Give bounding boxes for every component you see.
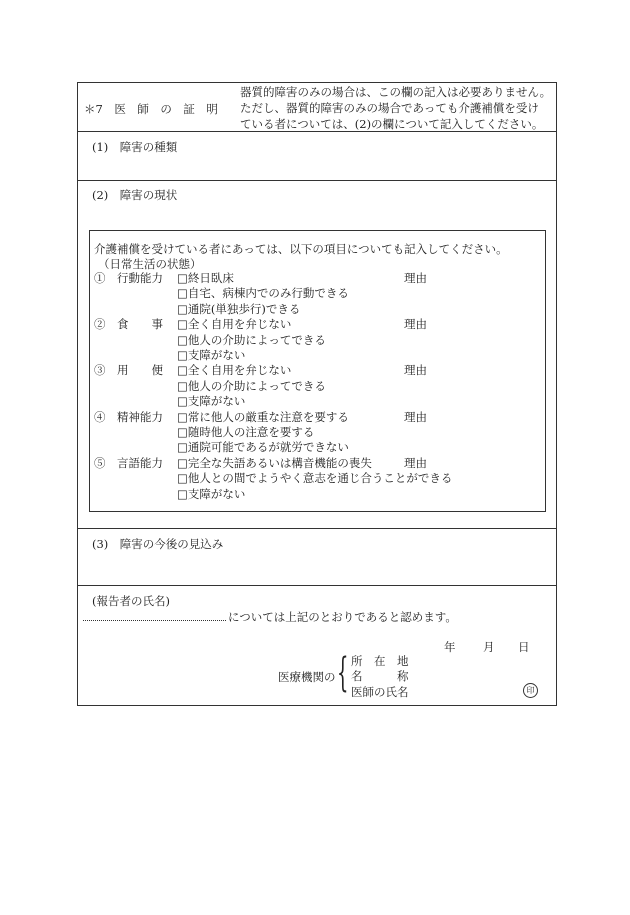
- section-2-title: (2) 障害の現状: [92, 188, 178, 202]
- divider: [78, 585, 556, 586]
- brace-glyph: {: [337, 650, 349, 696]
- item-label: ① 行動能力: [94, 271, 163, 285]
- certify-text: については上記のとおりであると認めます。: [228, 610, 457, 624]
- item-labels: [94, 271, 163, 502]
- checkbox-option[interactable]: □通院可能であるが就労できない: [177, 440, 349, 455]
- section-3-title: (3) 障害の今後の見込み: [92, 537, 224, 551]
- item-label: ② 食 事: [94, 317, 163, 332]
- checkbox-option[interactable]: □支障がない: [177, 394, 246, 409]
- checkbox-option[interactable]: □常に他人の厳重な注意を要する: [177, 409, 349, 424]
- doctor-certificate-form: [77, 82, 557, 706]
- checkbox-option[interactable]: □全く自用を弁じない: [177, 317, 292, 332]
- institution-prefix: 医療機関の: [278, 670, 336, 684]
- reason-label: 理由: [404, 317, 427, 332]
- date-day: 日: [518, 640, 530, 654]
- checkbox-option[interactable]: □通院(単独歩行)できる: [177, 301, 301, 316]
- checkbox-option[interactable]: □支障がない: [177, 486, 246, 501]
- header-note-line: ただし、器質的障害のみの場合であっても介護補償を受け: [240, 101, 539, 115]
- date-year: 年: [444, 640, 456, 654]
- section-label: ＊7 医 師 の 証 明: [84, 102, 218, 116]
- header-note-line: ている者については、(2)の欄について記入してください。: [240, 117, 544, 131]
- institution-fields: [351, 654, 409, 700]
- reason-label: 理由: [404, 363, 427, 378]
- header-note-line: 器質的障害のみの場合は、この欄の記入は必要ありません。: [240, 85, 552, 99]
- item-label: ③ 用 便: [94, 363, 163, 378]
- checkbox-option[interactable]: □随時他人の注意を要する: [177, 425, 315, 440]
- checkbox-option[interactable]: □終日臥床: [177, 271, 234, 285]
- divider: [78, 131, 556, 132]
- section-1-title: (1) 障害の種類: [92, 140, 178, 154]
- reason-label: 理由: [404, 409, 427, 424]
- checkbox-option[interactable]: □支障がない: [177, 348, 246, 363]
- header-note: [240, 84, 551, 132]
- checkbox-option[interactable]: □他人の介助によってできる: [177, 332, 326, 347]
- institution-name-label: 名 称: [351, 669, 409, 684]
- divider: [78, 180, 556, 181]
- checkbox-option[interactable]: □完全な失語あるいは構音機能の喪失: [177, 455, 372, 470]
- item-label: ⑤ 言語能力: [94, 455, 163, 470]
- reason-label: 理由: [404, 455, 427, 470]
- date-month: 月: [483, 640, 495, 654]
- checkbox-option[interactable]: □他人の介助によってできる: [177, 378, 326, 393]
- checkbox-option[interactable]: □自宅、病棟内でのみ行動できる: [177, 286, 349, 301]
- box-intro: 介護補償を受けている者にあっては、以下の項目についても記入してください。: [94, 242, 508, 256]
- doctor-name-label: 医師の氏名: [351, 684, 409, 699]
- checkbox-option[interactable]: □全く自用を弁じない: [177, 363, 292, 378]
- reporter-name-label: (報告者の氏名): [92, 594, 170, 608]
- reporter-name-line[interactable]: [83, 620, 226, 621]
- reason-label: 理由: [404, 271, 427, 285]
- divider: [78, 528, 556, 529]
- reason-labels: [404, 271, 427, 502]
- daily-life-box: [89, 230, 546, 512]
- address-label: 所 在 地: [351, 654, 409, 668]
- checkbox-option[interactable]: □他人との間でようやく意志を通じ合うことができる: [177, 471, 453, 486]
- seal-icon: 印: [523, 683, 538, 698]
- box-subtitle: （日常生活の状態）: [98, 257, 202, 271]
- item-label: ④ 精神能力: [94, 409, 163, 424]
